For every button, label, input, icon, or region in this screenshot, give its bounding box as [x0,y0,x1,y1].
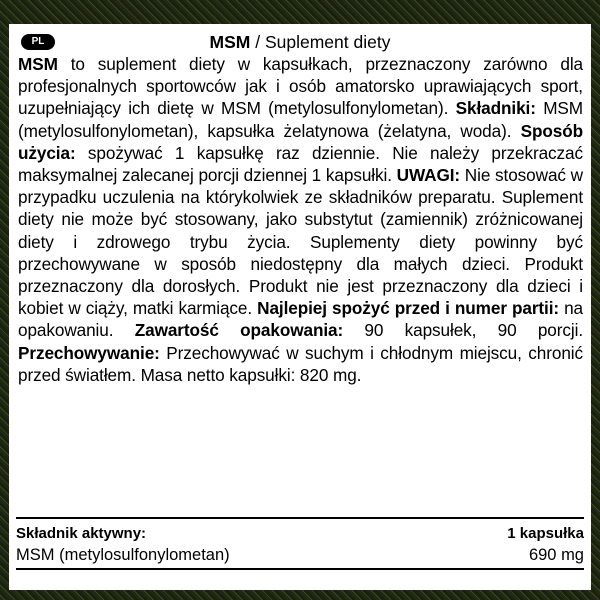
section-text: Nie stosować w przypadku uczulenia na którykolwiek ze składników preparatu. Suplement diety nie może być stosowany, jako substytut (zamiennik) zróżnicowanej diety i zdrowego trybu życia. Suplementy diety powinny być przechowywane w sposób niedostępny dla małych dzieci. Produkt przeznaczony dla dorosłych. Produkt nie jest przeznaczony dla dzieci i kobiet w ciąży, matki karmiące. [18,165,583,319]
product-subtitle: / Suplement diety [250,32,391,52]
nutrition-table [16,524,584,565]
language-badge: PL [21,34,55,50]
product-name: MSM [209,32,251,52]
section-text: na opakowaniu. [18,298,583,341]
section-heading: Najlepiej spożyć przed i numer partii: [257,298,560,319]
table-header-serving: 1 kapsułka [507,525,584,542]
table-row [16,545,584,565]
product-title [9,31,591,53]
ingredient-name: MSM (metylosulfonylometan) [16,546,230,564]
section-text: spożywać 1 kapsułkę raz dziennie. Nie należy przekraczać maksymalnej zalecanej porcji dziennej 1 kapsułki. [18,142,583,186]
section-heading: Składniki: [455,98,536,119]
section-text: MSM (metylosulfonylometan), kapsułka żelatynowa (żelatyna, woda). [18,98,583,141]
table-header-ingredient: Składnik aktywny: [16,525,147,542]
section-heading: UWAGI: [396,165,461,186]
section-text: Przechowywać w suchym i chłodnym miejscu, chronić przed światłem. Masa netto kapsułki: 820 mg. [18,342,583,385]
table-top-rule [16,517,584,519]
table-header [16,524,584,544]
section-text: to suplement diety w kapsułkach, przeznaczony zarówno dla profesjonalnych sportowców jak i osób amatorsko uprawiających sport, uzupełniający ich dietę w MSM (metylosulfonylometan). [18,54,583,119]
supplement-label [9,24,591,590]
section-text: 90 kapsułek, 90 porcji. [343,320,583,341]
label-description [18,53,583,386]
section-heading: Sposób użycia: [18,120,583,163]
section-heading: Przechowywanie: [18,342,160,363]
ingredient-amount: 690 mg [528,546,584,564]
section-heading: MSM [18,54,58,74]
table-bottom-rule [16,568,584,570]
section-heading: Zawartość opakowania: [134,320,344,341]
